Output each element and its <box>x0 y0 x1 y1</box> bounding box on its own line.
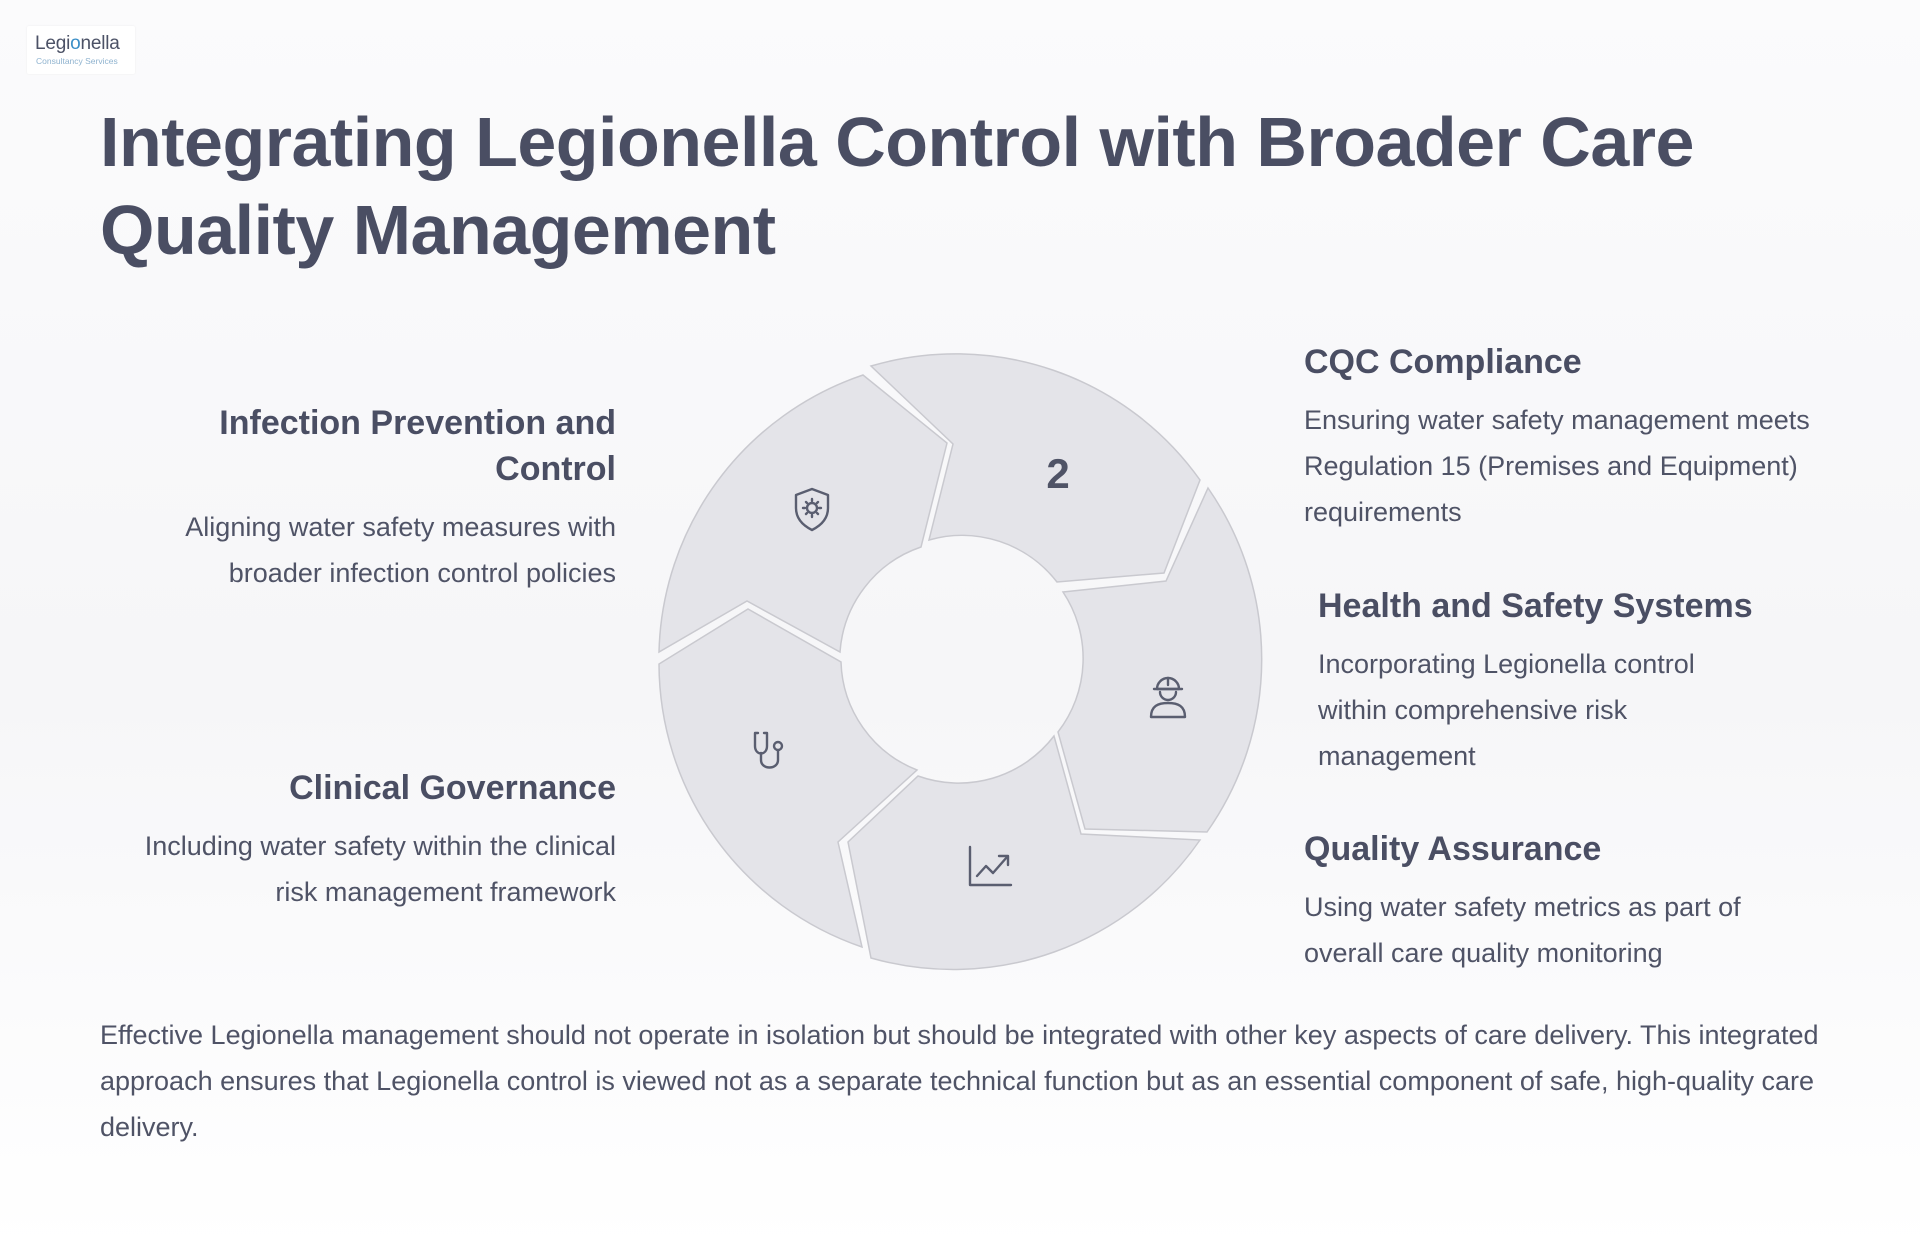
item-health-safety-text: Incorporating Legionella control within comprehensive risk management <box>1318 649 1695 771</box>
item-quality-assurance-text: Using water safety metrics as part of overall care quality monitoring <box>1304 892 1741 968</box>
item-infection-prevention-title: Infection Prevention and Control <box>219 404 616 488</box>
item-health-safety <box>1318 583 1768 779</box>
logo-wordmark: Legionella <box>35 33 120 54</box>
page-title: Integrating Legionella Control with Broader Care Quality Management <box>100 103 1694 269</box>
item-cqc-compliance-text: Ensuring water safety management meets Regulation 15 (Premises and Equipment) requirements <box>1304 405 1810 527</box>
logo-tagline: Consultancy Services <box>36 56 118 66</box>
summary-paragraph: Effective Legionella management should not operate in isolation but should be integrated with other key aspects of care delivery. This integrated approach ensures that Legionella control is viewed not as a separate technical function but as an essential component of safe, high-quality care delivery. <box>100 1020 1819 1142</box>
item-infection-prevention <box>120 400 616 596</box>
item-clinical-governance-text: Including water safety within the clinical risk management framework <box>144 831 616 907</box>
item-clinical-governance-title: Clinical Governance <box>289 769 616 807</box>
segment-infection-prevention <box>659 375 947 652</box>
item-infection-prevention-text: Aligning water safety measures with broader infection control policies <box>185 512 616 588</box>
item-cqc-compliance-title: CQC Compliance <box>1304 343 1582 381</box>
item-clinical-governance <box>110 765 616 915</box>
item-quality-assurance-title: Quality Assurance <box>1304 830 1602 868</box>
segment-number-label: 2 <box>1046 450 1070 497</box>
item-quality-assurance <box>1304 826 1824 976</box>
item-cqc-compliance <box>1304 339 1824 535</box>
item-health-safety-title: Health and Safety Systems <box>1318 587 1753 625</box>
